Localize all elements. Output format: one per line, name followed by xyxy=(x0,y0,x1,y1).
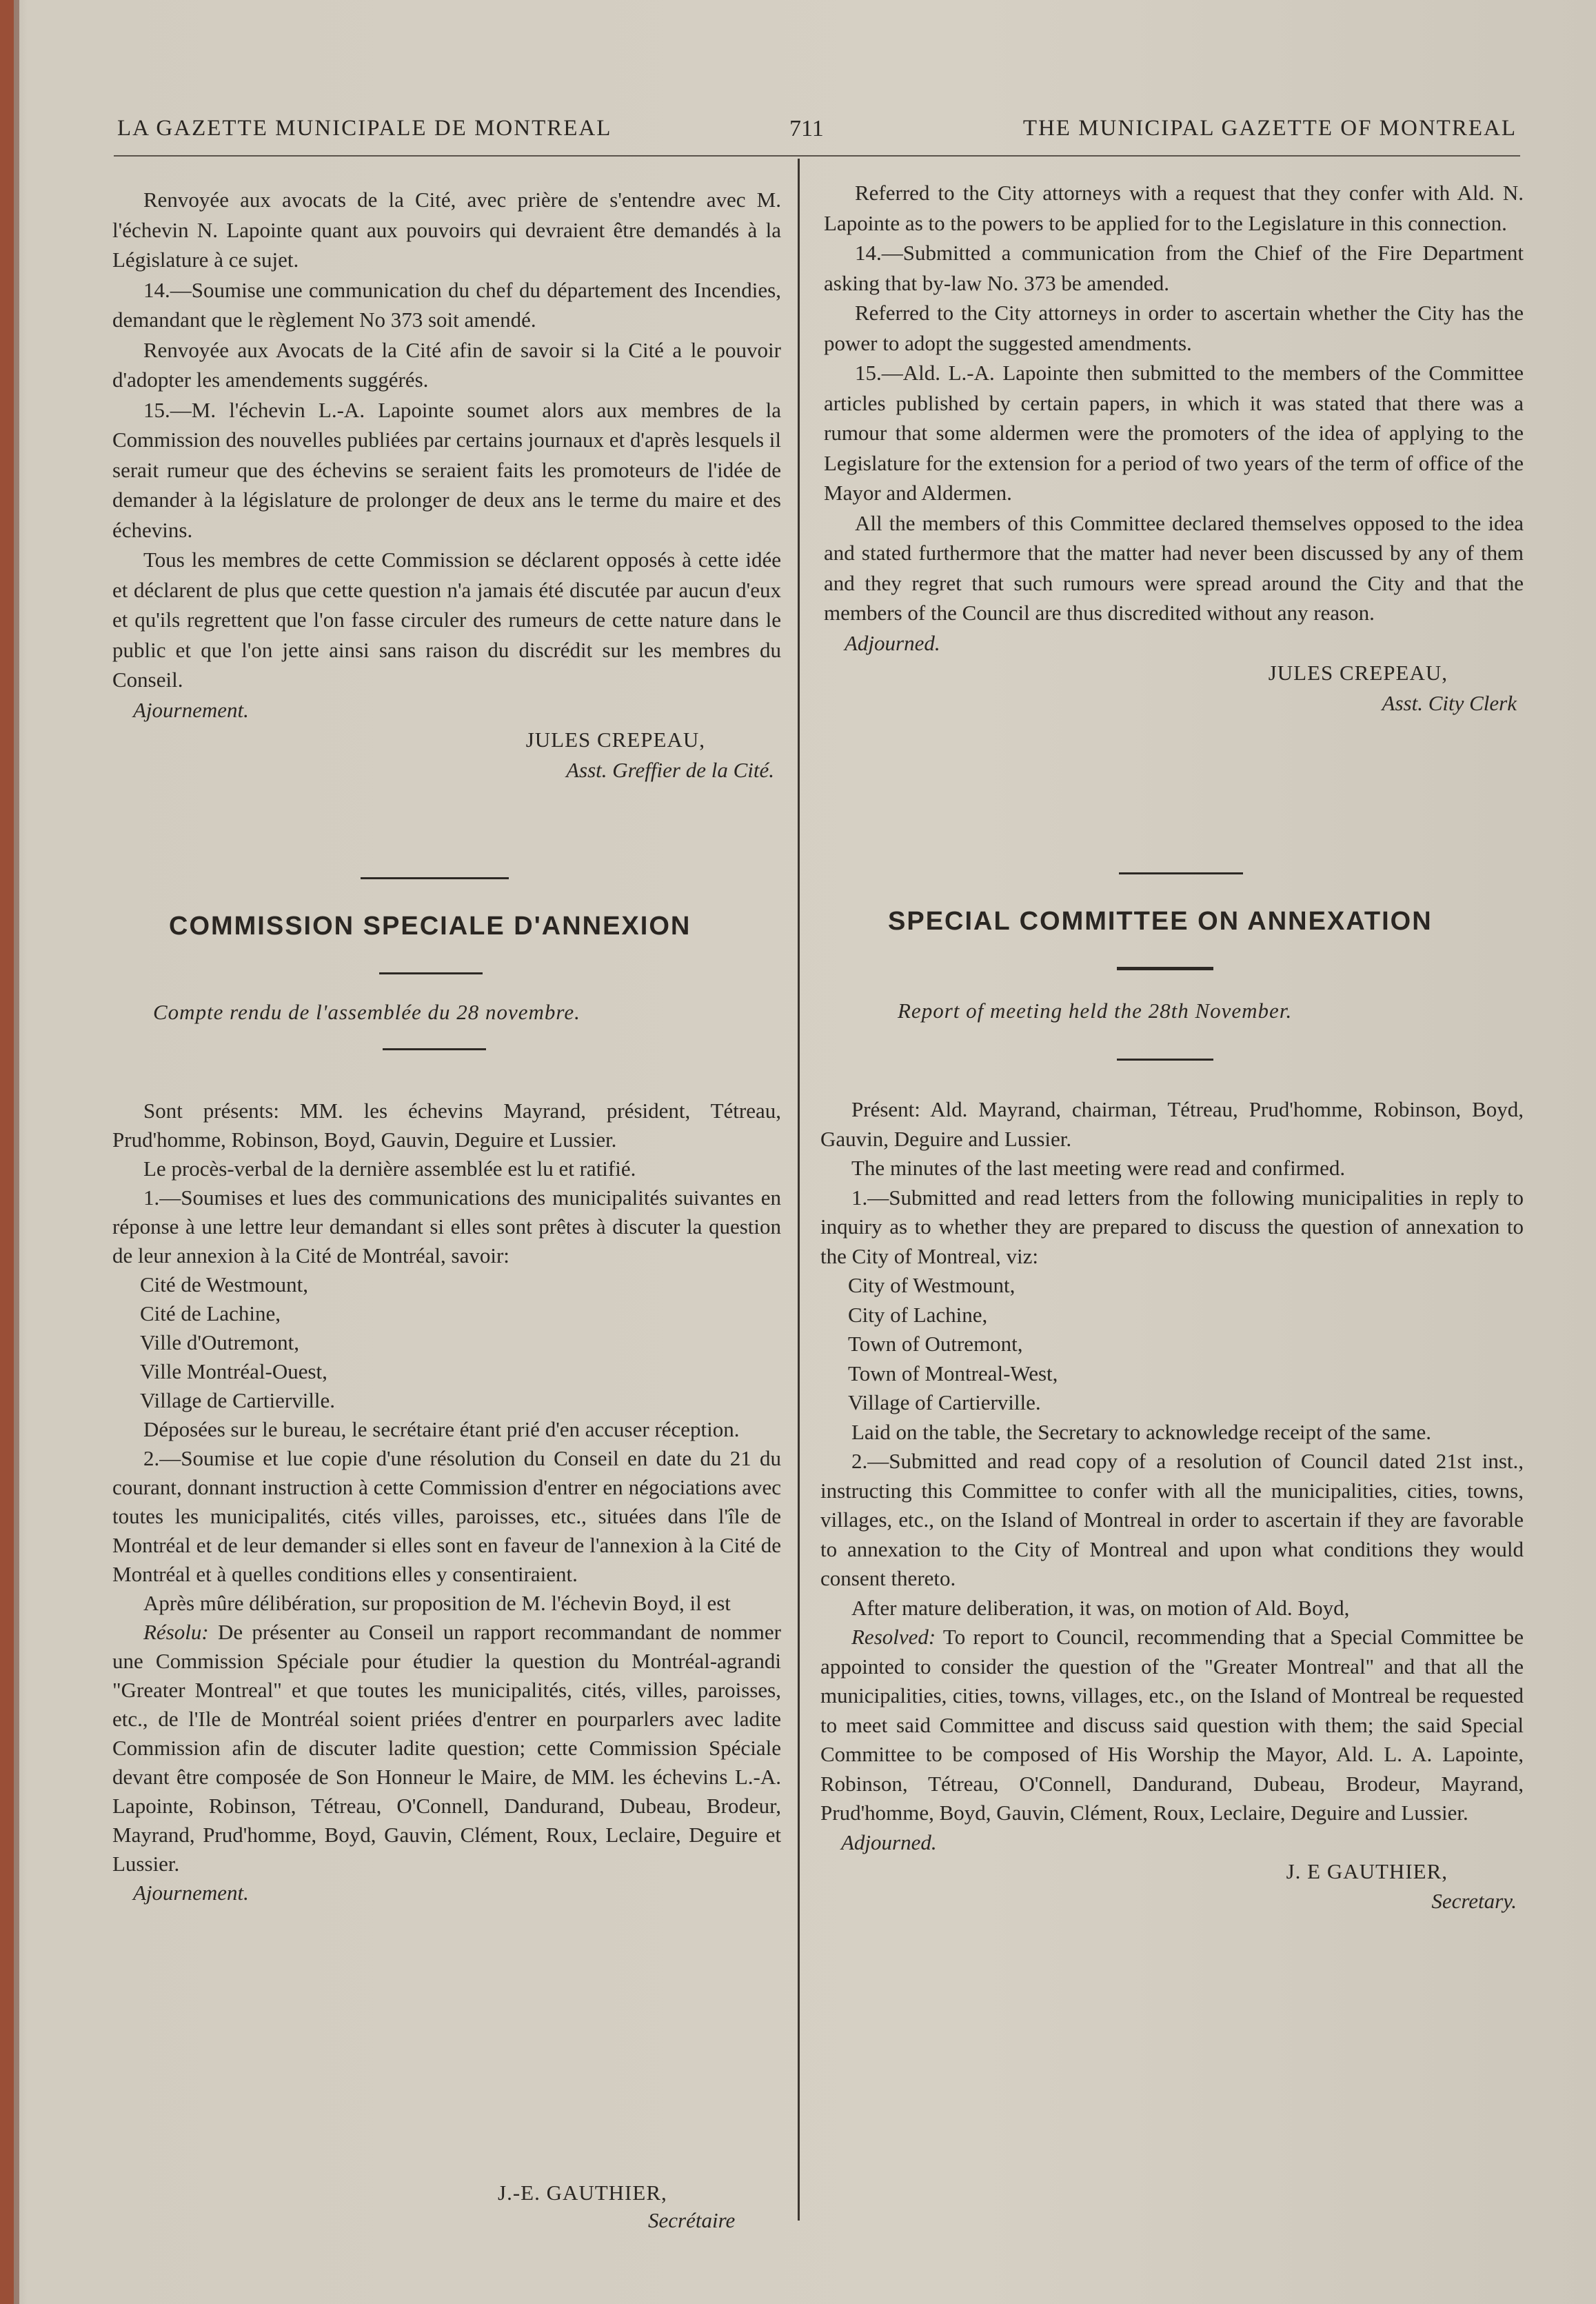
right-section-subtitle: Report of meeting held the 28th November. xyxy=(898,999,1293,1023)
paragraph: 14.—Submitted a communication from the Chief of the Fire Department asking that by-law No. 373 be amended. xyxy=(824,241,1524,295)
municipality-item: Cité de Lachine, xyxy=(140,1301,281,1325)
binding-shadow xyxy=(14,0,19,2304)
resolution-text: To report to Council, recommending that a Special Committee be appointed to consider the question of the "Greater Montreal" and that all the municipalities, cities, towns, villages, etc., on the Island of Montreal be requested to meet said Committee and discuss said question with them; the said Special Committee to be composed of His Worship the Mayor, Ald. L. A. Lapointe, Robinson, Tétreau, O'Connell, Dandurand, Dubeau, Brodeur, Mayrand, Prud'homme, Boyd, Gauvin, Clément, Roux, Leclaire, Deguire and Lussier. xyxy=(820,1625,1524,1825)
municipality-item: Ville d'Outremont, xyxy=(140,1330,300,1354)
binding-edge xyxy=(0,0,14,2304)
header-english-title: THE MUNICIPAL GAZETTE OF MONTREAL xyxy=(1022,116,1517,141)
item-1-paragraph: 1.—Soumises et lues des communications des municipalités suivantes en réponse à une lettre leur demandant si elles sont prêtes à discuter la question de leur annexion à la Cité de Montréal, savoir: xyxy=(112,1185,781,1268)
motion-paragraph: After mature deliberation, it was, on motion of Ald. Boyd, xyxy=(851,1595,1350,1620)
adjourned-label: Ajournement. xyxy=(133,1881,249,1905)
paragraph: Referred to the City attorneys in order to ascertain whether the City has the power to adopt the suggested amendments. xyxy=(824,301,1524,355)
resolution-paragraph xyxy=(112,1618,781,1879)
item-2-paragraph: 2.—Submitted and read copy of a resolution of Council dated 21st inst., instructing this Committee to confer with all the municipalities, cities, towns, villages, etc., on the Island of Montreal in order to ascertain if they are favorable to annexation to the City of Montreal and upon what conditions they would consent thereto. xyxy=(820,1449,1524,1590)
resolution-paragraph xyxy=(820,1623,1524,1828)
subtitle-rule xyxy=(1117,1059,1213,1061)
column-divider xyxy=(798,159,800,2221)
attendance-paragraph: Sont présents: MM. les échevins Mayrand, président, Tétreau, Prud'homme, Robinson, Boyd, Gauvin, Deguire et Lussier. xyxy=(112,1099,781,1152)
paragraph: 14.—Soumise une communication du chef du département des Incendies, demandant que le règlement No 373 soit amendé. xyxy=(112,277,781,332)
left-section-body xyxy=(112,1096,781,1907)
municipality-item: Town of Montreal-West, xyxy=(848,1361,1058,1385)
header-rule xyxy=(114,155,1520,157)
minutes-paragraph: Le procès-verbal de la dernière assemblée est lu et ratifié. xyxy=(143,1156,636,1181)
adjourned-label: Adjourned. xyxy=(845,630,940,655)
tabled-paragraph: Laid on the table, the Secretary to acknowledge receipt of the same. xyxy=(851,1419,1431,1444)
item-2-paragraph: 2.—Soumise et lue copie d'une résolution du Conseil en date du 21 du courant, donnant instruction à cette Commission d'entrer en négociations avec toutes les municipalités, cités villes, paroisses, etc., situées dans l'île de Montréal et de leur demander si elles sont en faveur de l'annexion à la Cité de Montréal et à quelles conditions elles y consentiraient. xyxy=(112,1446,781,1586)
item-1-paragraph: 1.—Submitted and read letters from the following municipalities in reply to inquiry as to whether they are prepared to discuss the question of annexation to the City of Montreal, viz: xyxy=(820,1185,1524,1268)
paragraph: Referred to the City attorneys with a request that they confer with Ald. N. Lapointe as to the powers to be applied for to the Legislature in this connection. xyxy=(824,181,1524,235)
paragraph: Renvoyée aux avocats de la Cité, avec prière de s'entendre avec M. l'échevin N. Lapointe quant aux pouvoirs qui devraient être demandés à la Législature à ce sujet. xyxy=(112,188,781,272)
signature-title: Secretary. xyxy=(1431,1888,1517,1913)
paragraph: 15.—M. l'échevin L.-A. Lapointe soumet alors aux membres de la Commission des nouvelles publiées par certains journaux et d'après lesquels il serait rumeur que des échevins se seraient faits les promoteurs de l'idée de demander à la législature de prolonger de deux ans le terme du maire et des échevins. xyxy=(112,397,781,542)
attendance-paragraph: Présent: Ald. Mayrand, chairman, Tétreau, Prud'homme, Robinson, Boyd, Gauvin, Deguire and Lussier. xyxy=(820,1097,1524,1151)
title-rule xyxy=(379,972,483,974)
paragraph: Renvoyée aux Avocats de la Cité afin de savoir si la Cité a le pouvoir d'adopter les amendements suggérés. xyxy=(112,337,781,392)
signature-name: JULES CREPEAU, xyxy=(525,728,705,752)
municipality-item: City of Westmount, xyxy=(848,1273,1016,1297)
right-section-body xyxy=(820,1095,1524,1916)
tabled-paragraph: Déposées sur le bureau, le secrétaire étant prié d'en accuser réception. xyxy=(143,1417,740,1441)
minutes-paragraph: The minutes of the last meeting were read and confirmed. xyxy=(851,1156,1346,1180)
signature-name: J.-E. GAUTHIER, xyxy=(498,2181,667,2205)
left-section-subtitle: Compte rendu de l'assemblée du 28 novembre. xyxy=(153,1000,580,1024)
signature-name: J. E GAUTHIER, xyxy=(1286,1859,1448,1883)
municipality-item: Cité de Westmount, xyxy=(140,1272,309,1296)
municipality-item: Village de Cartierville. xyxy=(140,1388,336,1412)
resolution-text: De présenter au Conseil un rapport recommandant de nommer une Commission Spéciale pour étudier la question du Montréal-agrandi "Greater Montreal" et que toutes les municipalités, cités, villes, paroisses, etc., de l'Ile de Montréal soient priées d'entrer en pourparlers avec ladite Commission afin de discuter ladite question; cette Commission Spéciale devant être composée de Son Honneur le Maire, de MM. les échevins L.-A. Lapointe, Robinson, Tétreau, O'Connell, Dandurand, Dubeau, Brodeur, Mayrand, Prud'homme, Boyd, Gauvin, Clément, Roux, Leclaire, Deguire et Lussier. xyxy=(112,1620,781,1876)
signature-title: Secrétaire xyxy=(648,2208,736,2232)
section-rule xyxy=(1119,872,1243,874)
adjourned-label: Adjourned. xyxy=(841,1830,937,1854)
municipality-item: Ville Montréal-Ouest, xyxy=(140,1359,327,1383)
signature-name: JULES CREPEAU, xyxy=(1268,661,1448,685)
resolved-label: Résolu: xyxy=(143,1620,209,1644)
paragraph: All the members of this Committee declared themselves opposed to the idea and stated furthermore that the matter had never been discussed by any of them and they regret that such rumours were spread around the City and that the members of the Council are thus discredited without any reason. xyxy=(824,510,1524,625)
left-section-title: COMMISSION SPECIALE D'ANNEXION xyxy=(169,912,691,941)
right-top-block xyxy=(824,178,1524,718)
left-top-block xyxy=(112,185,781,785)
signature-title: Asst. City Clerk xyxy=(1382,690,1517,715)
right-section-title: SPECIAL COMMITTEE ON ANNEXATION xyxy=(888,907,1433,936)
running-header xyxy=(117,116,1517,150)
municipality-item: City of Lachine, xyxy=(848,1302,988,1327)
subtitle-rule xyxy=(383,1048,486,1050)
paragraph: 15.—Ald. L.-A. Lapointe then submitted to the members of the Committee articles published by certain papers, in which it was stated that there was a rumour that some aldermen were the promoters of the idea of applying to the Legislature for the extension for a period of two years of the term of office of the Mayor and Aldermen. xyxy=(824,361,1524,505)
section-rule xyxy=(361,877,509,879)
motion-paragraph: Après mûre délibération, sur proposition de M. l'échevin Boyd, il est xyxy=(143,1591,731,1615)
municipality-item: Town of Outremont, xyxy=(848,1332,1023,1356)
page-number: 711 xyxy=(789,116,824,141)
municipality-item: Village of Cartierville. xyxy=(848,1390,1041,1414)
paragraph: Tous les membres de cette Commission se déclarent opposés à cette idée et déclarent de plus que cette question n'a jamais été discutée par aucun d'eux et qu'ils regrettent que l'on fasse circuler des rumeurs de cette nature dans le public et que l'on jette ainsi sans raison du discrédit sur les membres du Conseil. xyxy=(112,548,781,692)
signature-title: Asst. Greffier de la Cité. xyxy=(566,757,774,782)
header-french-title: LA GAZETTE MUNICIPALE DE MONTREAL xyxy=(117,116,612,141)
resolved-label: Resolved: xyxy=(851,1625,936,1649)
title-rule xyxy=(1117,967,1213,970)
adjourned-label: Ajournement. xyxy=(133,697,249,722)
